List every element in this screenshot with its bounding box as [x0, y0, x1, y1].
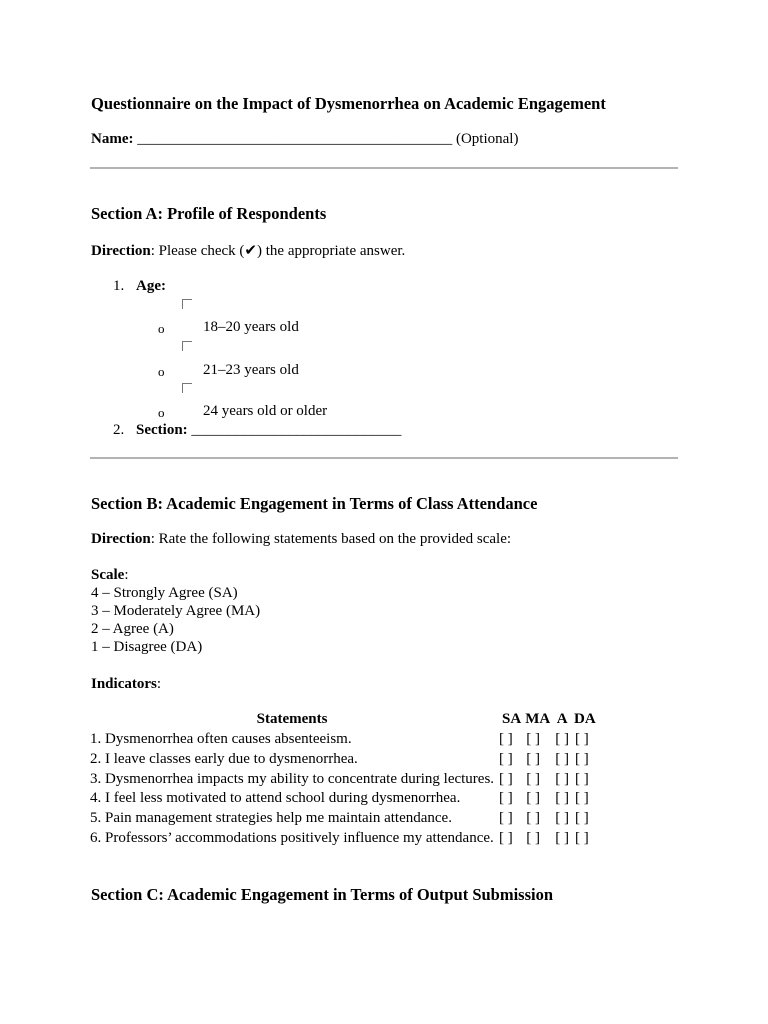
document-title: Questionnaire on the Impact of Dysmenorrhea on Academic Engagement [91, 94, 606, 113]
rating-box-a[interactable]: [ ] [555, 770, 569, 787]
table-row [88, 809, 598, 829]
question-number: 2. [113, 422, 125, 438]
table-row [88, 730, 598, 750]
rating-box-sa[interactable]: [ ] [499, 731, 513, 747]
table-row [88, 829, 598, 849]
rating-box-da[interactable]: [ ] [574, 731, 589, 747]
rating-box-da[interactable]: [ ] [574, 810, 589, 827]
section-a-direction [91, 241, 405, 260]
statement-cell: 6. Professors’ accommodations positively influence my attendance. [90, 829, 494, 846]
section-blank[interactable]: ____________________________ [191, 422, 402, 438]
indicators-label-text: Indicators [91, 676, 157, 692]
direction-text: : Please check (✔) the appropriate answer. [150, 243, 406, 259]
column-header-ma: MA [525, 711, 551, 727]
section-b-heading: Section B: Academic Engagement in Terms of Class Attendance [91, 494, 538, 513]
age-option-2: 21–23 years old [203, 362, 299, 378]
age-option-1-checkbox[interactable] [182, 299, 192, 309]
scale-item: 3 – Moderately Agree (MA) [91, 603, 261, 619]
rating-box-ma[interactable]: [ ] [526, 790, 540, 807]
table-row [88, 789, 598, 809]
statement-cell: 2. I leave classes early due to dysmenorrhea. [90, 750, 358, 767]
rating-box-sa[interactable]: [ ] [499, 750, 513, 767]
question-number: 1. [113, 278, 125, 294]
table-header-row [88, 709, 598, 730]
rating-box-sa[interactable]: [ ] [499, 790, 513, 807]
column-header-statements: Statements [256, 711, 328, 727]
rating-box-a[interactable]: [ ] [555, 810, 569, 827]
bullet-icon: o [158, 321, 165, 336]
rating-box-da[interactable]: [ ] [574, 750, 589, 767]
age-option-3: 24 years old or older [203, 403, 328, 419]
name-line [91, 131, 518, 148]
table-row [88, 770, 598, 790]
direction-label: Direction [91, 531, 151, 547]
statement-cell: 3. Dysmenorrhea impacts my ability to concentrate during lectures. [90, 770, 495, 787]
name-blank[interactable]: __________________________________________ [137, 131, 453, 147]
rating-box-da[interactable]: [ ] [574, 790, 589, 807]
question-age [113, 278, 166, 295]
section-b-direction [91, 531, 511, 548]
column-header-a: A [556, 711, 568, 727]
direction-text: : Rate the following statements based on the provided scale: [150, 531, 512, 547]
age-option-1: 18–20 years old [203, 319, 299, 335]
question-section [113, 422, 401, 439]
bullet-icon: o [158, 364, 165, 379]
divider [90, 167, 678, 169]
statement-cell: 5. Pain management strategies help me maintain attendance. [90, 810, 452, 827]
rating-box-ma[interactable]: [ ] [526, 810, 540, 827]
rating-box-ma[interactable]: [ ] [526, 770, 540, 787]
rating-box-da[interactable]: [ ] [574, 770, 589, 787]
rating-box-da[interactable]: [ ] [574, 829, 589, 846]
scale-label: Scale: [91, 567, 129, 583]
age-label: Age: [136, 278, 166, 294]
rating-box-ma[interactable]: [ ] [526, 750, 540, 767]
name-optional-note: (Optional) [455, 131, 519, 147]
section-c-heading: Section C: Academic Engagement in Terms of Output Submission [91, 885, 554, 904]
indicators-table [88, 709, 598, 849]
rating-box-ma[interactable]: [ ] [526, 731, 540, 747]
rating-box-ma[interactable]: [ ] [526, 829, 540, 846]
rating-box-sa[interactable]: [ ] [499, 829, 513, 846]
rating-box-sa[interactable]: [ ] [499, 770, 513, 787]
rating-box-sa[interactable]: [ ] [499, 810, 513, 827]
age-option-2-checkbox[interactable] [182, 341, 192, 351]
section-label: Section: [136, 422, 188, 438]
scale-label-text: Scale [91, 567, 125, 583]
column-header-da: DA [573, 711, 596, 727]
table-row [88, 750, 598, 770]
column-header-sa: SA [502, 711, 522, 727]
scale-item: 2 – Agree (A) [91, 621, 174, 637]
divider [90, 457, 678, 459]
section-a-heading: Section A: Profile of Respondents [91, 204, 327, 223]
rating-box-a[interactable]: [ ] [555, 731, 569, 747]
rating-box-a[interactable]: [ ] [555, 829, 569, 846]
direction-label: Direction [91, 243, 151, 259]
indicators-label: Indicators: [91, 676, 162, 692]
statement-cell: 4. I feel less motivated to attend school during dysmenorrhea. [90, 790, 461, 807]
bullet-icon: o [158, 405, 165, 420]
scale-item: 4 – Strongly Agree (SA) [91, 585, 238, 601]
name-label: Name: [91, 131, 134, 147]
statement-cell: 1. Dysmenorrhea often causes absenteeism. [90, 731, 352, 747]
rating-box-a[interactable]: [ ] [555, 790, 569, 807]
scale-item: 1 – Disagree (DA) [91, 639, 203, 655]
rating-box-a[interactable]: [ ] [555, 750, 569, 767]
age-option-3-checkbox[interactable] [182, 383, 192, 393]
